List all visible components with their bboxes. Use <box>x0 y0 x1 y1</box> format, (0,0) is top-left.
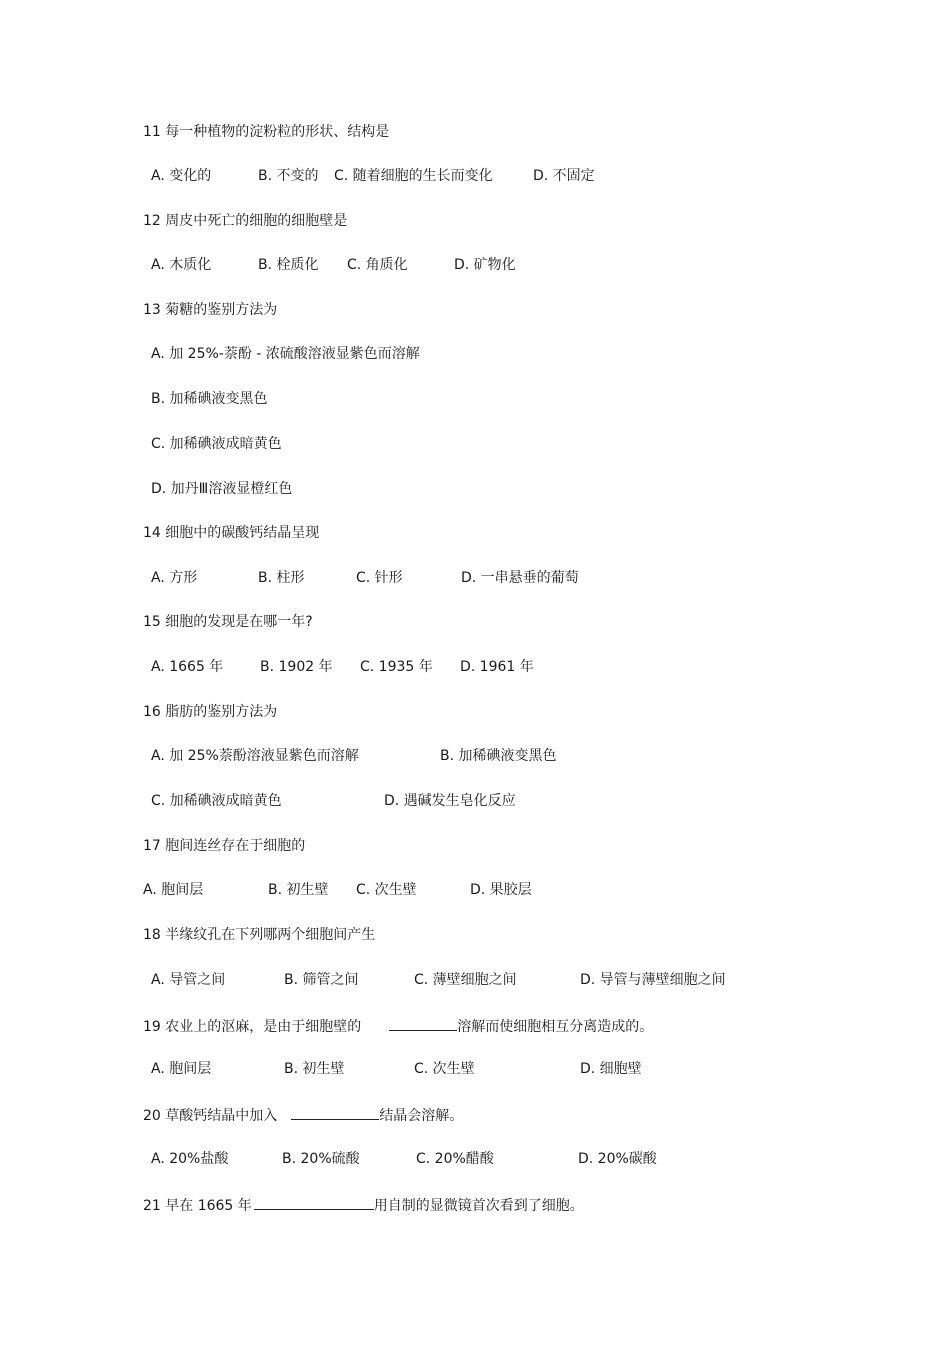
question-17-stem: 17 胞间连丝存在于细胞的 <box>143 838 306 854</box>
question-17-option-c: C. 次生壁 <box>356 882 417 898</box>
question-18-option-b: B. 筛管之间 <box>284 972 359 988</box>
question-19-option-c: C. 次生壁 <box>414 1061 475 1077</box>
question-13-stem: 13 菊糖的鉴别方法为 <box>143 302 278 318</box>
question-14-stem: 14 细胞中的碳酸钙结晶呈现 <box>143 525 320 541</box>
question-19-option-d: D. 细胞壁 <box>580 1061 642 1077</box>
question-16-option-a: A. 加 25%萘酚溶液显紫色而溶解 <box>151 748 359 764</box>
question-20-stem-suffix: 结晶会溶解。 <box>379 1108 464 1124</box>
question-13-option-d: D. 加丹Ⅲ溶液显橙红色 <box>151 481 293 497</box>
question-16-stem: 16 脂肪的鉴别方法为 <box>143 704 278 720</box>
question-18-option-d: D. 导管与薄壁细胞之间 <box>580 972 726 988</box>
answer-blank <box>389 1016 457 1031</box>
question-20-stem-prefix: 20 草酸钙结晶中加入 <box>143 1108 278 1124</box>
question-16-option-b: B. 加稀碘液变黑色 <box>440 748 557 764</box>
question-13-option-c: C. 加稀碘液成暗黄色 <box>151 436 282 452</box>
answer-blank <box>254 1195 374 1210</box>
question-11-option-c: C. 随着细胞的生长而变化 <box>334 168 493 184</box>
question-13-option-b: B. 加稀碘液变黑色 <box>151 391 268 407</box>
question-12-stem: 12 周皮中死亡的细胞的细胞壁是 <box>143 213 348 229</box>
question-20-option-b: B. 20%硫酸 <box>282 1151 360 1167</box>
question-11-option-a: A. 变化的 <box>151 168 212 184</box>
question-21-stem-prefix: 21 早在 1665 年 <box>143 1198 252 1214</box>
question-20-option-d: D. 20%碳酸 <box>578 1151 657 1167</box>
question-14-option-c: C. 针形 <box>356 570 403 586</box>
question-12-option-a: A. 木质化 <box>151 257 212 273</box>
question-21-stem <box>143 1195 584 1215</box>
question-11-option-b: B. 不变的 <box>258 168 319 184</box>
question-20-option-c: C. 20%醋酸 <box>416 1151 494 1167</box>
question-11-stem: 11 每一种植物的淀粉粒的形状、结构是 <box>143 124 390 140</box>
question-15-option-c: C. 1935 年 <box>360 659 433 675</box>
question-12-option-d: D. 矿物化 <box>454 257 516 273</box>
question-15-option-d: D. 1961 年 <box>460 659 534 675</box>
question-14-option-d: D. 一串悬垂的葡萄 <box>461 570 579 586</box>
question-19-stem-prefix: 19 农业上的沤麻，是由于细胞壁的 <box>143 1019 362 1035</box>
question-16-option-c: C. 加稀碘液成暗黄色 <box>151 793 282 809</box>
question-19-stem <box>143 1016 653 1036</box>
question-13-option-a: A. 加 25%-萘酚 - 浓硫酸溶液显紫色而溶解 <box>151 346 420 362</box>
question-15-option-a: A. 1665 年 <box>151 659 224 675</box>
question-18-stem: 18 半缘纹孔在下列哪两个细胞间产生 <box>143 927 376 943</box>
question-20-option-a: A. 20%盐酸 <box>151 1151 229 1167</box>
question-14-option-b: B. 柱形 <box>258 570 305 586</box>
question-19-option-a: A. 胞间层 <box>151 1061 212 1077</box>
question-17-option-b: B. 初生壁 <box>268 882 329 898</box>
question-15-option-b: B. 1902 年 <box>260 659 333 675</box>
question-17-option-d: D. 果胶层 <box>470 882 532 898</box>
question-19-option-b: B. 初生壁 <box>284 1061 345 1077</box>
question-11-option-d: D. 不固定 <box>533 168 595 184</box>
question-16-option-d: D. 遇碱发生皂化反应 <box>384 793 516 809</box>
question-17-option-a: A. 胞间层 <box>143 882 204 898</box>
question-12-option-b: B. 栓质化 <box>258 257 319 273</box>
question-12-option-c: C. 角质化 <box>347 257 408 273</box>
question-21-stem-suffix: 用自制的显微镜首次看到了细胞。 <box>373 1198 584 1214</box>
question-14-option-a: A. 方形 <box>151 570 198 586</box>
question-18-option-c: C. 薄壁细胞之间 <box>414 972 517 988</box>
question-19-stem-suffix: 溶解而使细胞相互分离造成的。 <box>457 1019 654 1035</box>
question-18-option-a: A. 导管之间 <box>151 972 226 988</box>
question-20-stem <box>143 1105 463 1125</box>
answer-blank <box>291 1105 379 1120</box>
question-15-stem: 15 细胞的发现是在哪一年? <box>143 614 313 630</box>
